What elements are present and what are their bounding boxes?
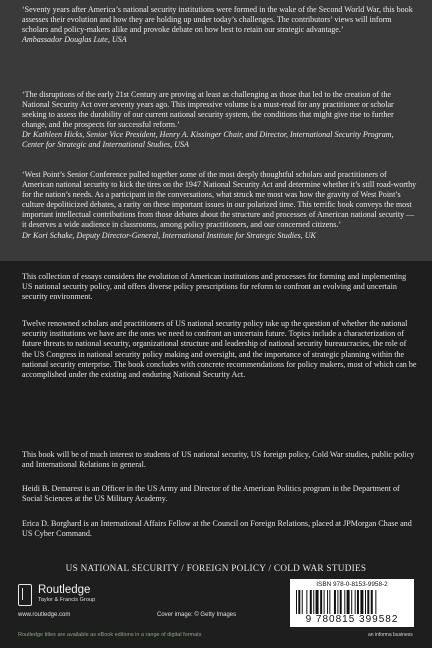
isbn-barcode: [290, 579, 414, 627]
publisher-group: Taylor & Francis Group: [38, 597, 96, 603]
isbn-digits: 9 780815 399582: [305, 614, 399, 625]
routledge-r-logo-icon: [18, 584, 32, 606]
subject-categories: US NATIONAL SECURITY / FOREIGN POLICY / COLD WAR STUDIES: [65, 563, 367, 573]
barcode-icon: [296, 590, 408, 614]
endorsements-panel: [0, 0, 432, 261]
audience-paragraph: This book will be of much interest to students of US national security, US foreign policy, Cold War studies, public policy and International Relations in general.: [22, 450, 415, 470]
description-paragraph: Twelve renowned scholars and practitioners of US national security policy take up the question of whether the national security institutions we have are the ones we need to confront an uncertain future. Topics include a characterization of future threats to national security, organizational structure and leadership of national security bureaucracies, the role of the US Congress in national security policy making and oversight, and the importance of strategic planning within the national security enterprise. The book concludes with concrete recommendations for policy makers, most of which can be accomplished under the existing and enduring National Security Act.: [22, 319, 417, 380]
endorsement-quote: [22, 5, 417, 45]
isbn-label: ISBN 978-0-8153-9958-2: [316, 581, 388, 588]
endorsement-quote: [22, 90, 417, 151]
cover-image-credit: Cover image: © Getty Images: [157, 612, 237, 618]
publisher-website[interactable]: www.routledge.com: [18, 612, 71, 618]
endorsement-quote: [22, 170, 417, 241]
endorsement-attribution: Ambassador Douglas Lute, USA: [22, 35, 127, 45]
description-paragraph: This collection of essays considers the evolution of American institutions and processes for forming and implementing US national security policy, and offers diverse policy prescriptions for reform to confront an evolving and uncertain security environment.: [22, 272, 407, 302]
endorsement-text: ‘Seventy years after America’s national security institutions were formed in the wake of the Second World War, this book assesses their evolution and how they are holding up under today’s challenges. The contributors’ views will inform scholars and policy-makers alike and provoke debate on how best to retain our strategic advantage.’: [22, 5, 413, 35]
informa-tagline: an informa business: [368, 632, 413, 638]
endorsement-attribution: Dr Kori Schake, Deputy Director-General, International Institute for Strategic Studies, UK: [22, 230, 316, 240]
editor-bio: Heidi B. Demarest is an Officer in the US Army and Director of the American Politics program in the Department of Social Sciences at the US Military Academy.: [22, 484, 400, 504]
publisher-logo: [18, 584, 168, 608]
endorsement-text: ‘West Point’s Senior Conference pulled together some of the most deeply thoughtful scholars and practitioners of American national security to kick the tires on the 1947 National Security Act and determine whether it’s still road-worthy for the nation’s needs. As a participant in the conversations, what struck me most was how the gravity of West Point’s culture depoliticized debates, a rarity on these important issues in our polarized time. This terrific book conveys the most important intellectual contributions from those debates about the structure and processes of American national security — it deserves a wide audience in classrooms, among policy practitioners, and our concerned citizens.’: [22, 170, 417, 230]
endorsement-text: ‘The disruptions of the early 21st Century are proving at least as challenging as those that led to the creation of the National Security Act over seventy years ago. This impressive volume is a must-read for any practitioner or scholar seeking to assess the durability of our current national security system, the conditions that might give rise to further change, and the prospects for successful reform.’: [22, 90, 394, 130]
publisher-name: Routledge: [38, 584, 91, 596]
ebook-availability-note: Routledge titles are available as eBook editions in a range of digital formats: [18, 632, 202, 638]
endorsement-attribution: Dr Kathleen Hicks, Senior Vice President, Henry A. Kissinger Chair, and Director, International Security Program, Center for Strategic and International Studies, USA: [22, 130, 394, 150]
editor-bio: Erica D. Borghard is an International Affairs Fellow at the Council on Foreign Relations, placed at JPMorgan Chase and US Cyber Command.: [22, 519, 412, 539]
